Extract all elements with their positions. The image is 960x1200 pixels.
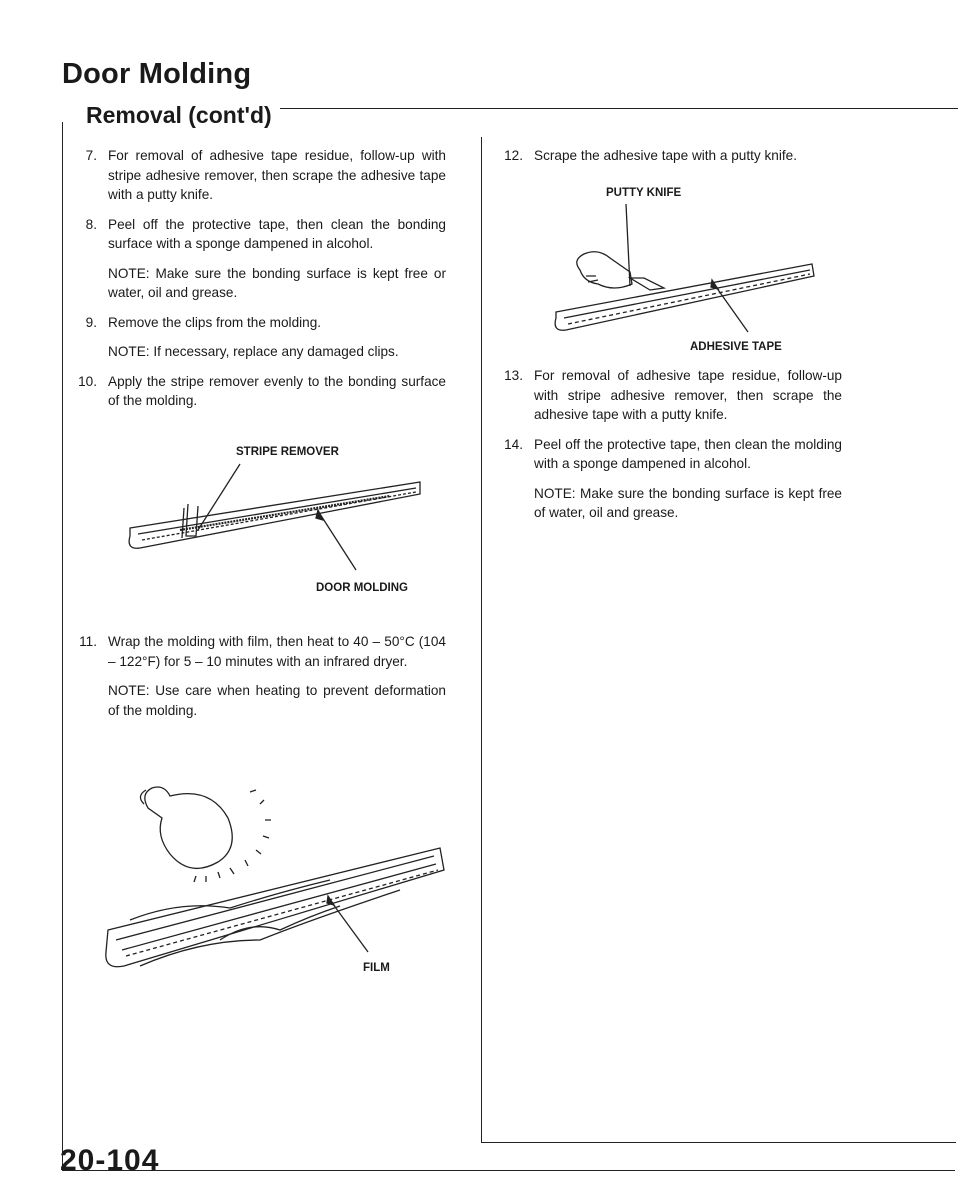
step-text: Remove the clips from the molding. [108, 314, 322, 330]
left-steps-2 [74, 632, 446, 730]
right-steps-2 [500, 366, 842, 533]
step-14-note: NOTE: Make sure the bonding surface is kept free of water, oil and grease. [534, 485, 842, 520]
column-divider [481, 137, 482, 1142]
film-label: FILM [363, 962, 390, 974]
step-12 [500, 146, 842, 166]
step-13 [500, 366, 842, 425]
step-number: 11. [79, 634, 97, 649]
putty-knife-label: PUTTY KNIFE [606, 187, 682, 199]
stripe-remover-label: STRIPE REMOVER [236, 446, 339, 458]
putty-knife-illustration [550, 200, 830, 340]
step-number: 10. [78, 373, 97, 389]
step-10 [74, 372, 446, 411]
step-number: 8. [85, 216, 97, 232]
step-text: Apply the stripe remover evenly to the bonding surface of the molding. [108, 373, 446, 408]
stripe-remover-illustration [120, 460, 440, 600]
step-number: 12. [504, 148, 523, 163]
step-number: 9. [85, 314, 97, 330]
step-9 [74, 313, 446, 333]
step-text: Wrap the molding with film, then heat to 40 – 50°C (104 – 122°F) for 5 – 10 minutes with an infrared dryer. [108, 634, 446, 669]
step-number: 14. [504, 436, 523, 452]
subtitle-rule [298, 108, 958, 109]
step-text: Scrape the adhesive tape with a putty knife. [534, 148, 797, 163]
step-8-note: NOTE: Make sure the bonding surface is kept free or water, oil and grease. [108, 265, 446, 300]
step-11-note: NOTE: Use care when heating to prevent deformation of the molding. [108, 683, 446, 718]
step-8 [74, 215, 446, 254]
right-steps [500, 146, 842, 176]
step-text: For removal of adhesive tape residue, follow-up with stripe adhesive remover, then scrape the adhesive tape with a putty knife. [534, 368, 842, 422]
step-9-note: NOTE: If necessary, replace any damaged clips. [108, 344, 399, 359]
infrared-dryer-illustration [100, 780, 460, 990]
page-title: Door Molding [62, 58, 252, 90]
section-subtitle: Removal (cont'd) [86, 102, 272, 128]
step-11 [74, 632, 446, 671]
step-number: 7. [85, 148, 97, 163]
bottom-rule [481, 1142, 956, 1143]
door-molding-label: DOOR MOLDING [316, 582, 408, 594]
step-text: For removal of adhesive tape residue, follow-up with stripe adhesive remover, then scrape the adhesive tape with a putty knife. [108, 148, 446, 202]
step-14 [500, 435, 842, 474]
step-text: Peel off the protective tape, then clean the bonding surface with a sponge dampened in alcohol. [108, 216, 446, 251]
step-number: 13. [504, 368, 523, 383]
page-number: 20-104 [60, 1144, 160, 1177]
left-steps [74, 146, 446, 421]
adhesive-tape-label: ADHESIVE TAPE [690, 341, 782, 353]
step-7 [74, 146, 446, 205]
step-text: Peel off the protective tape, then clean the molding with a sponge dampened in alcohol. [534, 436, 842, 471]
